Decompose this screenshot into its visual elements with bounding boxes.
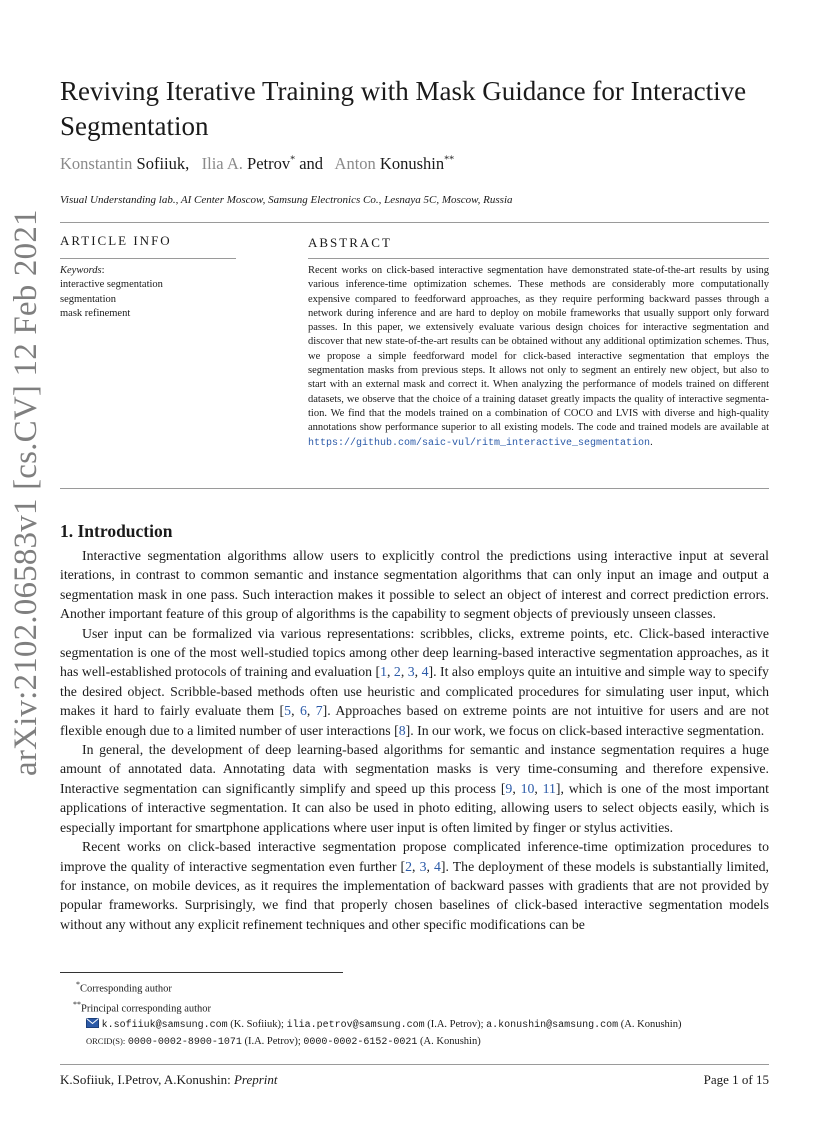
citation-link[interactable]: 6 xyxy=(299,703,307,719)
email-owner: (K. Sofiiuk); xyxy=(227,1019,287,1031)
author-sofiiuk[interactable] xyxy=(60,154,185,173)
keywords-label-line: Keywords: xyxy=(60,265,105,276)
abstract-text: Recent works on click-based interactive segmentation have demonstrated state-of-the-art results by using various inference-time optimization schemes. These methods are considerably more computationally expensive compared to feedforward approaches, as they require performing backward passes through a network during inference and are hard to deploy on mobile frameworks that usually support only forward passes. In this paper, we extensively evaluate various design choices for interactive segmentation and discover that new state-of-the-art results can be obtained without any additional optimization schemes. Thus, we propose a simple feedforward model for click-based interactive segmentation that employs the segmentation masks from previous steps. It allows not only to segment an entirely new object, but also to start with an external mask and correct it. When analyzing the performance of models trained on different datasets, we observe that the choice of a training dataset greatly impacts the quality of interactive segmentation. We find that the models trained on a combination of COCO and LVIS with diverse and high-quality annotations show performance superior to all existing models. The code and trained models are available at xyxy=(308,265,769,434)
intro-paragraph xyxy=(60,740,769,837)
footer-divider xyxy=(60,1064,769,1065)
footnotes xyxy=(73,977,682,1050)
email-petrov[interactable]: ilia.petrov@samsung.com xyxy=(286,1020,425,1032)
citation-link[interactable]: 4 xyxy=(421,664,429,680)
footnote-mark: ** xyxy=(73,1000,81,1010)
email-sofiiuk[interactable]: k.sofiiuk@samsung.com xyxy=(101,1020,228,1032)
footnote-corresponding xyxy=(76,977,681,997)
intro-text: , xyxy=(414,664,422,680)
footnote-text: Principal corresponding author xyxy=(81,1003,212,1015)
abstract-heading: ABSTRACT xyxy=(308,235,392,250)
intro-text: In general, the development of deep learning-based algorithms for semantic and instance segmentation requires a huge amount of annotated data. Annotating data with segmentation masks is very time-consuming and therefore expensive. Interactive segmentation can significantly simplify and speed up this process [ xyxy=(60,742,769,796)
code-url-link[interactable]: https://github.com/saic-vul/ritm_interactive_segmentation xyxy=(308,437,651,449)
intro-text: Recent works on click-based interactive segmentation propose complicated inference-time optimization procedures to improve the quality of interactive segmentation even further [ xyxy=(60,839,769,874)
intro-paragraph xyxy=(60,546,769,624)
author-and: and xyxy=(299,154,324,173)
author-footnote-mark: ** xyxy=(444,154,455,166)
author-given-name: Konstantin xyxy=(60,154,133,173)
article-info-heading: ARTICLE INFO xyxy=(60,233,172,248)
intro-text: User input can be formalized via various representations: scribbles, clicks, extreme points, etc. Click-based interactive segmentation is one of the most well-studied topics among other deep learning-based interactive segmentation approaches, as it has well-established protocols of training and evaluation [ xyxy=(60,625,769,680)
keywords-label: Keywords xyxy=(60,265,102,276)
intro-text: ]. It also employs quite an intuitive and simple way to specify the desired object. Scribble-based methods often use heuristic and complicated procedures for simulating user input, which makes it hard to fairly evaluate them [ xyxy=(60,664,769,719)
orcid-konushin[interactable]: 0000-0002-6152-0021 xyxy=(303,1036,418,1048)
author-given-name: Anton xyxy=(334,154,376,173)
article-info-rule xyxy=(60,258,236,259)
orcid-petrov[interactable]: 0000-0002-8900-1071 xyxy=(127,1036,242,1048)
citation-link[interactable]: 2 xyxy=(405,858,413,874)
intro-paragraph xyxy=(60,624,769,740)
author-footnote-mark: * xyxy=(290,154,296,166)
footnote-text: Corresponding author xyxy=(80,983,172,995)
citation-link[interactable]: 11 xyxy=(542,780,556,796)
citation-link[interactable]: 9 xyxy=(505,780,513,796)
email-owner: (I.A. Petrov); xyxy=(424,1019,487,1031)
intro-text: ], which is one of the most important applications of interactive segmentation. It can also be used in photo editing, allowing users to select objects easily, which is especially important for smartphone applications where user input is often limited by finger or stylus activities. xyxy=(60,780,770,835)
intro-text: , xyxy=(306,703,316,719)
citation-link[interactable]: 5 xyxy=(284,703,292,719)
citation-link[interactable]: 1 xyxy=(380,664,387,680)
intro-text: , xyxy=(412,858,420,874)
abstract-divider xyxy=(60,488,769,489)
keyword-item: segmentation xyxy=(60,293,116,305)
author-family-name: Konushin xyxy=(379,154,445,173)
page-number: Page 1 of 15 xyxy=(703,1072,769,1087)
keyword-item: mask refinement xyxy=(60,307,131,319)
author-petrov[interactable] xyxy=(198,154,300,173)
paper-title: Reviving Iterative Training with Mask Guidance for Interactive Segmentation xyxy=(60,76,747,141)
envelope-icon xyxy=(86,1018,99,1028)
footnote-principal xyxy=(73,997,681,1017)
author-konushin[interactable] xyxy=(331,154,454,173)
intro-text: , xyxy=(534,780,543,796)
footnote-rule xyxy=(60,972,343,973)
section-heading-introduction: 1. Introduction xyxy=(60,521,173,541)
abstract-end: . xyxy=(650,436,653,448)
title-divider xyxy=(60,222,769,223)
affiliation: Visual Understanding lab., AI Center Moscow, Samsung Electronics Co., Lesnaya 5C, Moscow, Russia xyxy=(60,194,513,206)
footnote-mark: * xyxy=(76,980,80,989)
author-given-name: Ilia A. xyxy=(201,154,243,173)
arxiv-stamp: arXiv:2102.06583v1 [cs.CV] 12 Feb 2021 xyxy=(8,209,44,776)
email-konushin[interactable]: a.konushin@samsung.com xyxy=(486,1020,619,1032)
abstract-rule xyxy=(308,258,769,259)
intro-text: , xyxy=(291,703,300,719)
orcid-label: ORCID(S): xyxy=(86,1035,126,1046)
citation-link[interactable]: 8 xyxy=(398,722,406,738)
intro-text: , xyxy=(400,664,408,680)
email-owner: (A. Konushin) xyxy=(618,1019,682,1031)
author-list xyxy=(60,154,454,174)
orcid-owner: (A. Konushin) xyxy=(417,1035,481,1047)
intro-paragraph xyxy=(60,837,769,934)
citation-link[interactable]: 4 xyxy=(433,858,441,874)
intro-text: ]. Approaches based on extreme points are not intuitive for users and are not flexible enough due to a limited number of user interactions [ xyxy=(60,703,769,738)
citation-link[interactable]: 3 xyxy=(419,858,427,874)
citation-link[interactable]: 3 xyxy=(407,664,415,680)
keywords-block xyxy=(60,264,163,321)
intro-text: , xyxy=(512,780,521,796)
abstract-body xyxy=(308,264,769,451)
intro-text: , xyxy=(386,664,394,680)
footer-status: Preprint xyxy=(233,1072,278,1087)
footnote-emails xyxy=(86,1017,681,1034)
intro-text: Interactive segmentation algorithms allow users to explicitly control the predictions using interactive input at several iterations, in contrast to common semantic and instance segmentation algorithms that can only input an image and output a segmentation mask in one pass. Such interaction makes it possible to select an object of interest and correct prediction errors. Another important feature of this group of algorithms is the capability to segment objects of previously unseen classes. xyxy=(60,548,769,622)
citation-link[interactable]: 10 xyxy=(520,780,535,796)
introduction-body xyxy=(60,546,769,934)
intro-text: ]. In our work, we focus on click-based interactive segmentation. xyxy=(405,722,765,738)
keyword-item: interactive segmentation xyxy=(60,279,163,291)
footer-authors: K.Sofiiuk, I.Petrov, A.Konushin: xyxy=(60,1072,231,1087)
citation-link[interactable]: 7 xyxy=(315,703,323,719)
footnote-orcids xyxy=(86,1034,681,1051)
footer-running-head xyxy=(60,1072,278,1088)
author-family-name: Petrov xyxy=(247,154,291,173)
author-family-name: Sofiiuk xyxy=(136,154,186,173)
orcid-owner: (I.A. Petrov); xyxy=(241,1035,304,1047)
intro-text: ]. The deployment of these models is substantially limited, for instance, on mobile devices, as it requires the implementation of backward passes with gradients that are not provided by popular frameworks. Surprisingly, we find that properly chosen baselines of click-based interactive segmentation models without any without any explicit refinement techniques and other specific modifications can be xyxy=(60,858,769,932)
intro-text: , xyxy=(426,858,434,874)
author-separator: , xyxy=(185,154,190,173)
citation-link[interactable]: 2 xyxy=(393,664,401,680)
